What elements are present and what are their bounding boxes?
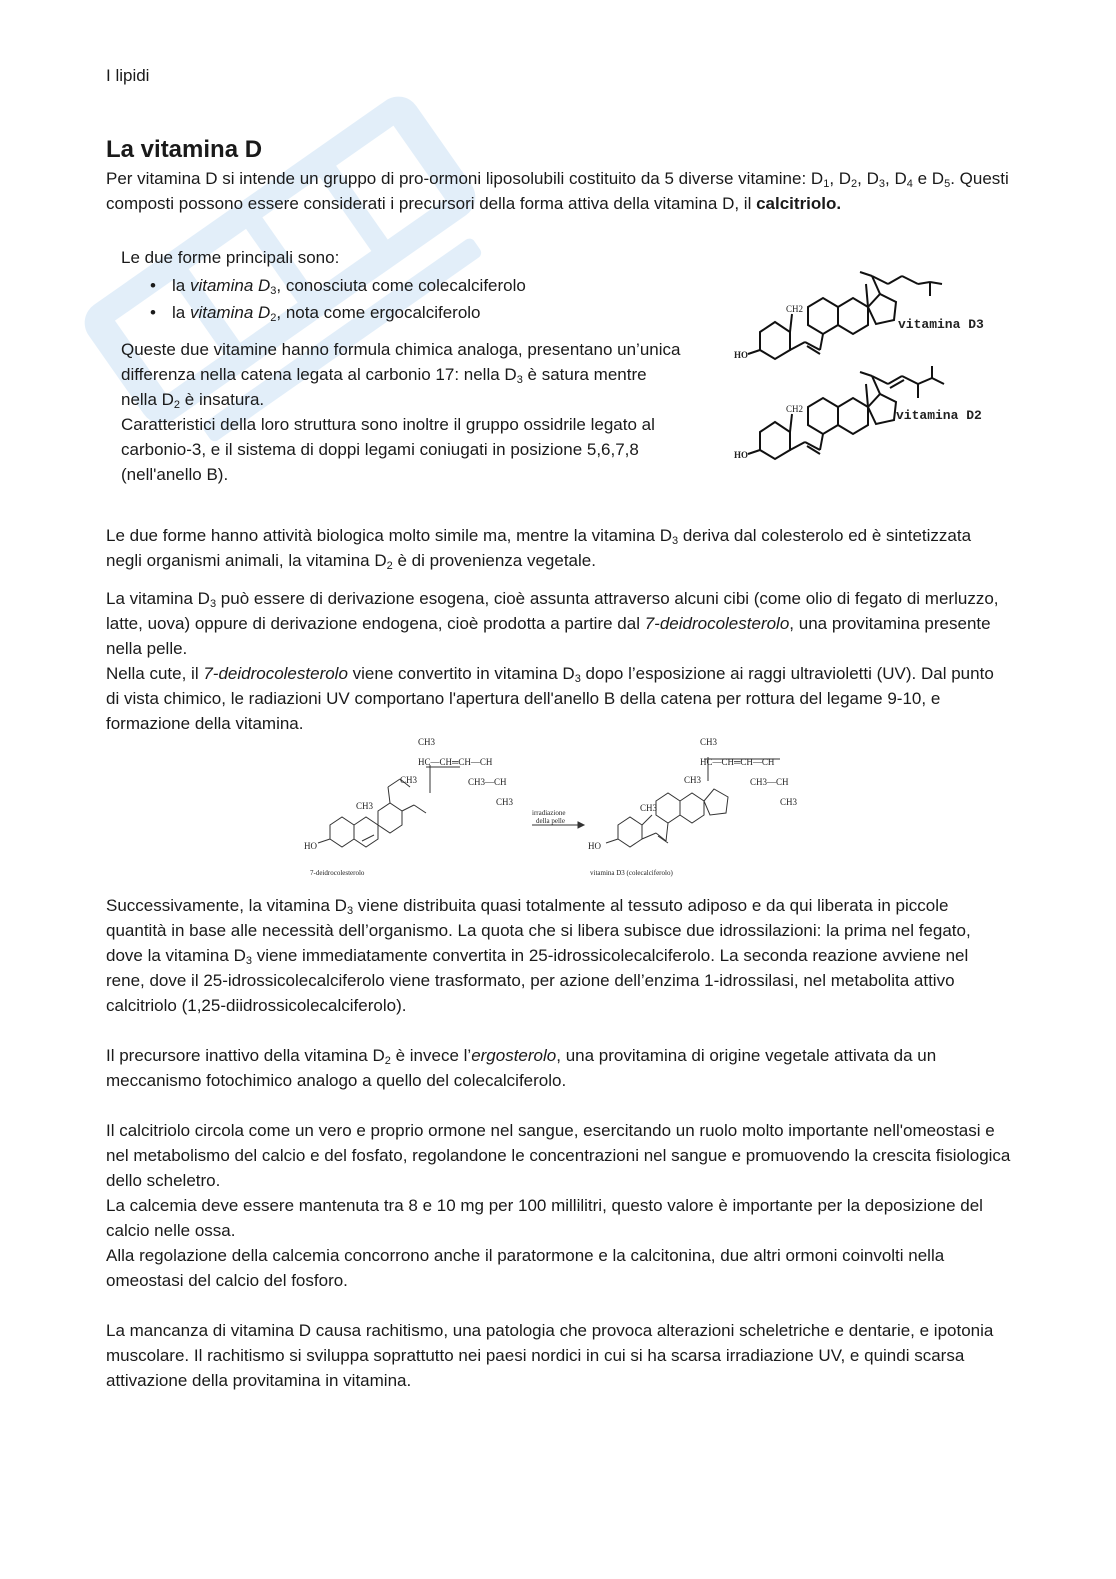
left-ch3-ch: CH3—CH xyxy=(468,777,507,787)
d3-label: vitamina D3 xyxy=(898,317,984,332)
section-title: La vitamina D xyxy=(106,136,263,163)
origin-paragraph: Le due forme hanno attività biologica molto simile ma, mentre la vitamina $D_3$ deriva dal colesterolo ed è sintetizzata negli organismi animali, la vitamina $D_2$ è di provenienza vegetale. xyxy=(106,526,972,572)
left-ch3-ring: CH3 xyxy=(356,801,374,811)
right-ch3-bottom: CH3 xyxy=(780,797,798,807)
arrow-label-2: della pelle xyxy=(536,817,565,825)
d3-ch2-label: CH2 xyxy=(786,304,804,314)
forms-list xyxy=(150,272,526,326)
page-header: I lipidi xyxy=(106,66,150,85)
d2-ch2-label: CH2 xyxy=(786,404,804,414)
exogenous-paragraph: La vitamina $D_3$ può essere di derivazione esogena, cioè assunta attraverso alcuni cibi (come olio di fegato di merluzzo, latte, uova) oppure di derivazione endogena, cioè prodotta a partire dal 7-deidrocolesterolo, una provitamina presente nella pelle. Nella cute, il 7-deidrocolesterolo viene convertito in vitamina $D_3$ dopo l’esposizione ai raggi ultravioletti (UV). Dal punto di vista chimico, le radiazioni UV comportano l'apertura dell'anello B della catena per rottura del legame 9-10, e formazione della vitamina. xyxy=(106,589,999,733)
list-item: • la vitamina $D_3$, conosciuta come colecalciferolo xyxy=(150,272,526,299)
forms-intro: Le due forme principali sono: xyxy=(121,248,340,267)
rickets-paragraph: La mancanza di vitamina D causa rachitismo, una patologia che provoca alterazioni scheletriche e dentarie, e ipotonia muscolare. Il rachitismo si sviluppa soprattutto nei paesi nordici in cui si ha scarsa irradiazione UV, e quindi scarsa attivazione della provitamina in vitamina. xyxy=(106,1321,994,1390)
distribution-paragraph: Successivamente, la vitamina $D_3$ viene distribuita quasi totalmente al tessuto adiposo e da qui liberata in piccole quantità in base alle necessità dell’organismo. La quota che si libera subisce due idrossilazioni: la prima nel fegato, dove la vitamina $D_3$ viene immediatamente convertita in 25-idrossicolecalciferolo. La seconda reazione avviene nel rene, dove il 25-idrossicolecalciferolo viene trasformato, per azione dell’enzima 1-idrossilasi, nel metabolita attivo calcitriolo (1,25-diidrossicolecalciferolo). xyxy=(106,896,971,1015)
intro-paragraph: Per vitamina D si intende un gruppo di pro-ormoni liposolubili costituito da 5 diverse vitamine: $D_1$, $D_2$, $D_3$, $D_4$ e $D_5$. Questi composti possono essere considerati i precursori della forma attiva della vitamina D, il calcitriolo. xyxy=(106,169,1009,213)
right-ch3-mid: CH3 xyxy=(684,775,702,785)
left-ch3-mid: CH3 xyxy=(400,775,418,785)
left-ch3-bottom: CH3 xyxy=(496,797,514,807)
right-molecule-name: vitamina D3 (colecalciferolo) xyxy=(590,869,673,877)
left-ho: HO xyxy=(304,841,317,851)
list-item: • la vitamina $D_2$, nota come ergocalciferolo xyxy=(150,299,526,326)
left-hc: HC—CH═CH—CH xyxy=(418,757,493,767)
right-ch3-top: CH3 xyxy=(700,737,718,747)
right-ho: HO xyxy=(588,841,601,851)
d2-ho-label: HO xyxy=(734,450,749,460)
right-ch2: CH3 xyxy=(640,803,658,813)
left-molecule-name: 7-deidrocolesterolo xyxy=(310,869,365,877)
right-hc: HC—CH═CH—CH xyxy=(700,757,775,767)
left-ch3-top: CH3 xyxy=(418,737,436,747)
d3-ho-label: HO xyxy=(734,350,749,360)
ergosterol-paragraph: Il precursore inattivo della vitamina $D_2$ è invece l’ergosterolo, una provitamina di origine vegetale attivata da un meccanismo fotochimico analogo a quello del colecalciferolo. xyxy=(106,1046,937,1090)
vitamin-d-structures xyxy=(730,262,1020,472)
structure-paragraph: Queste due vitamine hanno formula chimica analoga, presentano un’unica differenza nella catena legata al carbonio 17: nella $D_3$ è satura mentre nella $D_2$ è insatura. Caratteristici della loro struttura sono inoltre il gruppo ossidrile legato al carbonio-3, e il sistema di doppi legami coniugati in posizione 5,6,7,8 (nell'anello B). xyxy=(121,340,681,484)
arrow-label-1: irradiazione xyxy=(532,809,566,817)
right-ch3-ch: CH3—CH xyxy=(750,777,789,787)
calcitriol-paragraph: Il calcitriolo circola come un vero e proprio ormone nel sangue, esercitando un ruolo molto importante nell'omeostasi e nel metabolismo del calcio e del fosfato, regolandone le concentrazioni nel sangue e promuovendo la crescita fisiologica dello scheletro. La calcemia deve essere mantenuta tra 8 e 10 mg per 100 millilitri, questo valore è importante per la deposizione del calcio nelle ossa. Alla regolazione della calcemia concorrono anche il paratormone e la calcitonina, due altri ormoni coinvolti nella omeostasi del calcio del fosforo. xyxy=(106,1121,1011,1290)
reaction-scheme xyxy=(300,735,820,885)
d2-label: vitamina D2 xyxy=(896,408,982,423)
